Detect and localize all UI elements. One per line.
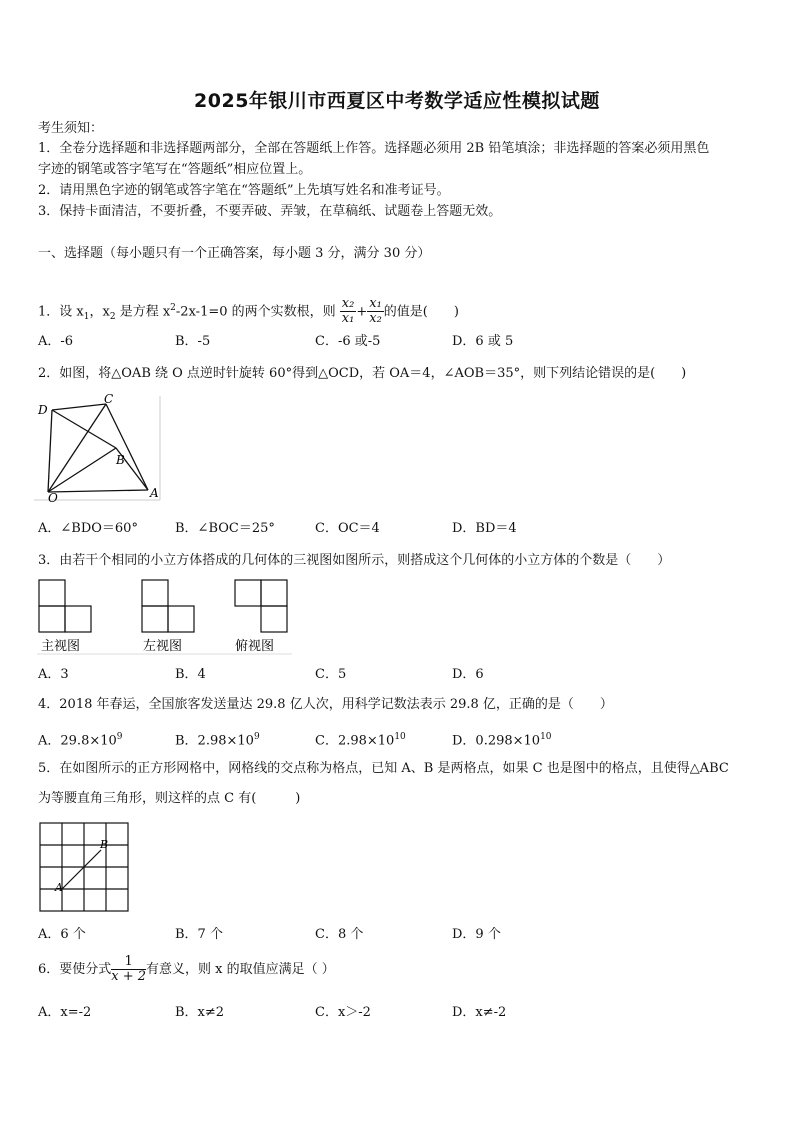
q1-frac2-den: x₂: [369, 311, 382, 327]
label-d: D: [38, 403, 48, 417]
q2-option-b: B．∠BOC＝25°: [175, 521, 275, 536]
q6-fraction: [111, 955, 146, 984]
q6-option-d: D．x≠-2: [452, 1005, 507, 1020]
q1-fraction-2: [367, 297, 384, 326]
q3-option-c: C．5: [315, 667, 347, 682]
label-c: C: [104, 392, 114, 406]
q6-pre: 6．要使分式: [38, 962, 112, 977]
q1-mid3: -2x-1=0 的两个实数根，则: [175, 304, 336, 320]
q5-option-d: D．9 个: [452, 927, 501, 942]
question-5-line-1: 5．在如图所示的正方形网格中，网格线的交点称为格点，已知 A、B 是两格点，如果 C 也是图中的格点，且使得△ABC: [38, 761, 729, 776]
q1-option-b: B．-5: [175, 334, 211, 349]
q1-option-a: A．-6: [38, 334, 74, 349]
left-view-cell: [142, 606, 168, 632]
q2-option-a: A．∠BDO＝60°: [38, 521, 138, 536]
q1-sub1: 1: [83, 311, 90, 322]
q2-option-c: C．OC＝4: [315, 521, 380, 536]
question-3: 3．由若干个相同的小立方体搭成的几何体的三视图如图所示，则搭成这个几何体的小立方体的个数是（ ）: [38, 553, 671, 568]
q1-frac1-num: x₂: [341, 296, 355, 312]
q1-sup: 2: [170, 303, 176, 313]
q2-figure: [34, 392, 166, 504]
segment-ab: [62, 850, 101, 889]
left-view-cell: [142, 580, 168, 606]
notice-item-1: 1．全卷分选择题和非选择题两部分，全部在答题纸上作答。选择题必须用 2B 铅笔填涂；非选择题的答案必须用黑色: [38, 141, 710, 156]
segment-oa: [48, 490, 148, 492]
q5-option-a: A．6 个: [38, 927, 86, 942]
front-view-cell: [39, 606, 65, 632]
question-2: 2．如图，将△OAB 绕 O 点逆时针旋转 60°得到△OCD，若 OA＝4，∠AOB＝35°，则下列结论错误的是( ): [38, 366, 687, 381]
label-a: A: [150, 486, 159, 500]
q1-mid2: 是方程 x: [115, 304, 171, 320]
label-b: B: [116, 453, 125, 467]
q6-post: 有意义，则 x 的取值应满足（ ）: [146, 962, 335, 977]
q3-option-d: D．6: [452, 667, 484, 682]
q1-mid1: ，x: [89, 304, 110, 320]
q1-pre: 1．设 x: [38, 304, 84, 320]
segment-od: [48, 410, 52, 492]
q5-option-b: B．7 个: [175, 927, 223, 942]
left-view-cell: [168, 606, 194, 632]
q4-option-c: [315, 729, 406, 749]
question-4: 4．2018 年春运，全国旅客发送量达 29.8 亿人次，用科学记数法表示 29.8 亿，正确的是（ ）: [38, 697, 613, 712]
q2-option-d: D．BD＝4: [452, 521, 517, 536]
q6-frac-den: x + 2: [111, 969, 147, 984]
segment-dc: [52, 404, 106, 410]
front-view-label: 主视图: [41, 639, 81, 654]
q3-three-views: [37, 578, 297, 658]
front-view-cell: [65, 606, 91, 632]
q4-option-a: [38, 729, 123, 749]
segment-oc: [48, 404, 106, 492]
label-a: A: [55, 881, 63, 894]
segment-ob: [48, 448, 116, 492]
top-view-cell: [261, 606, 287, 632]
notice-heading: 考生须知：: [38, 121, 104, 136]
q4-option-b-exp: 9: [253, 732, 260, 742]
q3-option-a: A．3: [38, 667, 69, 682]
q4-option-d-base: D．0.298×10: [452, 733, 541, 749]
notice-item-1-cont: 字迹的钢笔或答字笔写在“答题纸”相应位置上。: [38, 162, 312, 177]
q4-option-d: [452, 729, 552, 749]
q1-post: 的值是( ): [383, 304, 459, 320]
top-view-label: 俯视图: [235, 639, 275, 654]
q3-option-b: B．4: [175, 667, 206, 682]
q4-option-a-base: A．29.8×10: [38, 733, 117, 749]
label-b: B: [100, 838, 109, 851]
q6-option-a: A．x=-2: [38, 1005, 92, 1020]
q1-fraction-1: [340, 297, 357, 326]
q1-option-c: C．-6 或-5: [315, 334, 381, 349]
q1-frac2-num: x₁: [369, 296, 382, 312]
q5-grid-figure: [38, 821, 130, 913]
q4-option-d-exp: 10: [540, 732, 552, 742]
q5-option-c: C．8 个: [315, 927, 364, 942]
section-heading: 一、选择题（每小题只有一个正确答案，每小题 3 分，满分 30 分）: [38, 246, 431, 261]
q4-option-a-exp: 9: [116, 732, 123, 742]
label-o: O: [48, 491, 58, 504]
segment-ca: [106, 404, 148, 490]
q6-option-b: B．x≠2: [175, 1005, 225, 1020]
q6-option-c: C．x＞-2: [315, 1005, 371, 1020]
q1-plus: +: [356, 304, 368, 320]
q4-option-c-exp: 10: [394, 732, 406, 742]
question-5-line-2: 为等腰直角三角形，则这样的点 C 有( ): [38, 791, 301, 806]
q6-frac-num: 1: [111, 955, 146, 970]
top-view-cell: [261, 580, 287, 606]
q4-option-b: [175, 729, 260, 749]
q4-option-b-base: B．2.98×10: [175, 733, 254, 749]
top-view-cell: [235, 580, 261, 606]
segment-db: [52, 410, 116, 448]
notice-item-2: 2．请用黑色字迹的钢笔或答字笔在“答题纸”上先填写姓名和准考证号。: [38, 183, 450, 198]
front-view-cell: [39, 580, 65, 606]
left-view-label: 左视图: [143, 639, 183, 654]
page-title: 2025年银川市西夏区中考数学适应性模拟试题: [194, 90, 600, 112]
notice-item-3: 3．保持卡面清洁，不要折叠，不要弄破、弄皱，在草稿纸、试题卷上答题无效。: [38, 204, 502, 219]
question-6: [38, 952, 335, 988]
q1-sub2: 2: [109, 311, 116, 322]
q1-option-d: D．6 或 5: [452, 334, 514, 349]
question-1: [38, 290, 459, 335]
q1-frac1-den: x₁: [341, 311, 355, 327]
q4-option-c-base: C．2.98×10: [315, 733, 395, 749]
